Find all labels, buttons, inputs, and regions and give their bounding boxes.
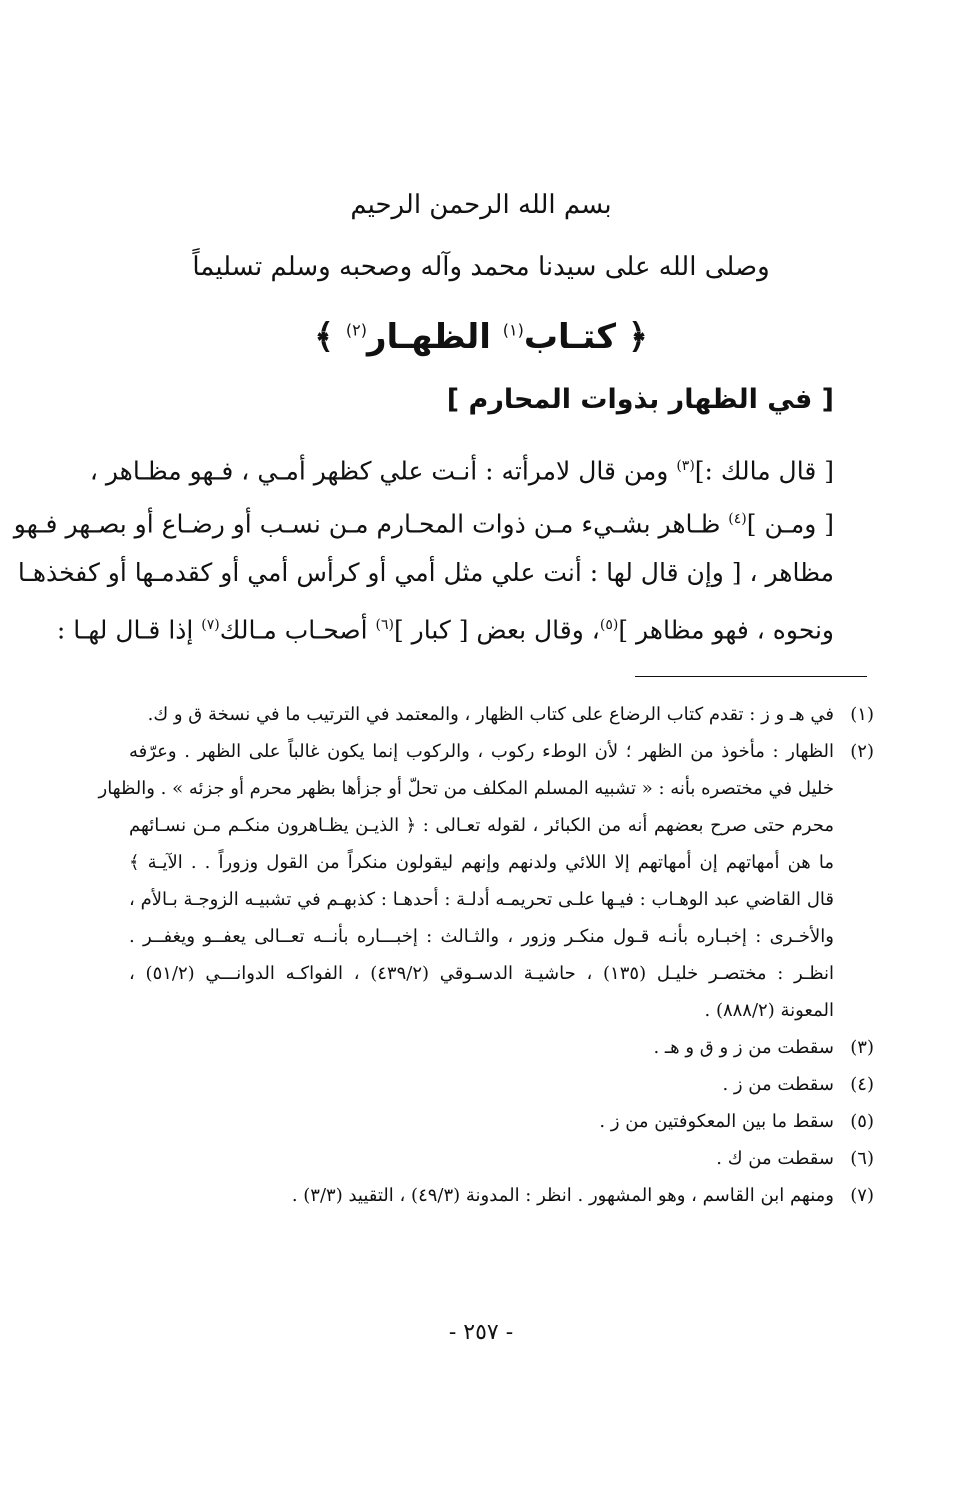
footnote-2-line-6: والأخـرى : إخبـاره بأنـه قـول منكـر وزور ، والثـالث : إخبـــاره بأنــه تعــالى يعفــو ويغفــر . (129, 926, 834, 947)
footnote-number: (٣) (850, 1037, 874, 1058)
footnotes (98, 696, 874, 1214)
footnote-number: (٢) (850, 741, 874, 762)
body-line-2: [ ومـن ]$^{(٤)}$ ظـاهر بشـيء مـن ذوات المحـارم مـن نسـب أو رضـاع أو بصـهر فـهو (13, 509, 834, 539)
footnote-6: (٦) سقطت من ك . (129, 1140, 874, 1177)
page-number: - ٢٥٧ - (448, 1320, 514, 1345)
footnote-2-line-8: المعونة (٨٨٨/٢) . (704, 1000, 834, 1021)
footnote-4: (٤) سقطت من ز . (129, 1066, 874, 1103)
footnote-2-line-7: انظـر : مختصـر خليـل (١٣٥) ، حاشيـة الدسـوقي (٤٣٩/٢) ، الفواكـه الدوانـــي (٥١/٢) ، (129, 963, 834, 984)
title-open-bracket: ﴿ (627, 317, 648, 357)
footnote-ref-5: (٥) (599, 617, 619, 633)
footnote-1: (١) في هـ و ز : تقدم كتاب الرضاع على كتاب الظهار ، والمعتمد في الترتيب ما في نسخة ق و ك. (129, 696, 874, 733)
footnote-7: (٧) ومنهم ابن القاسم ، وهو المشهور . انظر : المدونة (٤٩/٣) ، التقييد (٣/٣) . (129, 1177, 874, 1214)
footnote-ref-3: (٣) (676, 458, 695, 474)
body-line-4: ونحوه ، فهو مظاهر ]$^{(٥)}$، وقال بعض [ كبار ]$^{(٦)}$ أصحـاب مـالك$^{(٧)}$ إذا قـال لهـا : (56, 615, 834, 645)
basmala-heading: بسم الله الرحمن الرحيم (350, 190, 612, 220)
book-title (0, 316, 962, 357)
salat-heading: وصلى الله على سيدنا محمد وآله وصحبه وسلم تسليماً (192, 252, 770, 282)
title-name: الظهـار (366, 317, 491, 357)
footnote-number: (٤) (850, 1074, 874, 1095)
footnote-2-line-4: ما هن أمهاتهم إن أمهاتهم إلا اللائي ولدنهم وإنهم ليقولون منكراً من القول وزوراً . . الآيـة ﴾ (129, 852, 834, 873)
footnote-ref-7: (٧) (201, 617, 220, 633)
footnote-divider (635, 676, 867, 677)
main-text (13, 440, 834, 652)
footnote-ref-2: (٢) (345, 320, 367, 340)
footnote-2-line-3: محرم حتى صرح بعضهم أنه من الكبائر ، لقوله تعـالى : ﴿ الذيـن يظـاهرون منكـم مـن نسـائهم (129, 815, 834, 836)
body-line-3: مظاهر ، [ وإن قال لها : أنت علي مثل أمي أو كرأس أمي أو كقدمـها أو كفخذهـا (17, 558, 834, 587)
body-line-1: [ قال مالك :]$^{(٣)}$ ومن قال لامرأته : أنـت علي كظهر أمـي ، فـهو مظـاهر ، (89, 456, 834, 486)
section-title: [ في الظهار بذوات المحارم ] (446, 384, 834, 415)
footnote-5: (٥) سقط ما بين المعكوفتين من ز . (129, 1103, 874, 1140)
footnote-number: (٧) (850, 1185, 874, 1206)
title-book-word: كتـاب (523, 317, 617, 357)
footnote-2-line-2: خليل في مختصره بأنه : « تشبيه المسلم المكلف من تحلّ أو جزأها بظهر محرم أو جزئه » . والظهار (98, 778, 834, 799)
footnote-2: (٢) الظهار : مأخوذ من الظهر ؛ لأن الوطء ركوب ، والركوب إنما يكون غالباً على الظهر . وعرّفه (129, 733, 874, 770)
footnote-3: (٣) سقطت من ز و ق و هـ . (129, 1029, 874, 1066)
footnote-number: (٦) (850, 1148, 874, 1169)
footnote-ref-4: (٤) (728, 511, 747, 527)
footnote-2-line-5: قال القاضي عبد الوهـاب : فيـها علـى تحريمـه أدلـة : أحدهـا : كذبهـم في تشبيـه الزوجـة بـالأم ، (129, 889, 834, 910)
title-close-bracket: ﴾ (314, 317, 335, 357)
footnote-ref-6: (٦) (375, 617, 394, 633)
footnote-number: (٥) (850, 1111, 874, 1132)
footnote-number: (١) (850, 704, 874, 725)
footnote-ref-1: (١) (502, 320, 524, 340)
